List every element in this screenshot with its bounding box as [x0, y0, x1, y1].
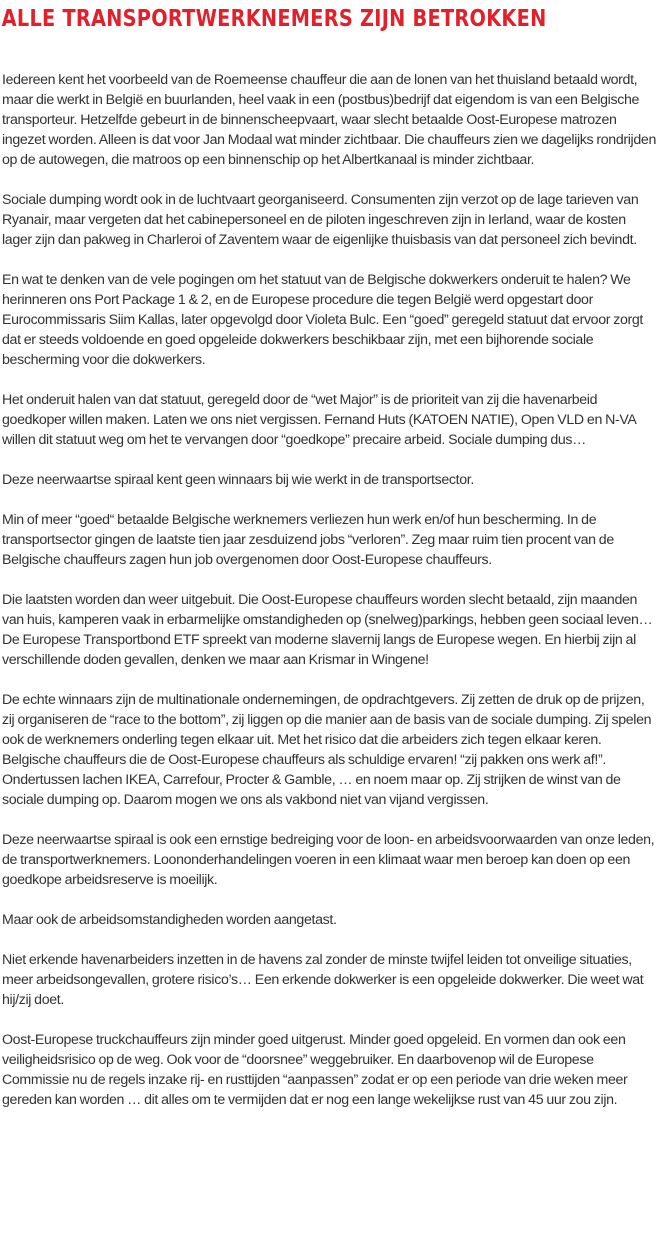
paragraph-8: De echte winnaars zijn de multinationale ondernemingen, de opdrachtgevers. Zij zetten de druk op de prijzen, zij organiseren de “race to the bottom”, zij liggen op die manier aan de basis van de sociale dumping. Zij spelen ook de werknemers onderling tegen elkaar uit. Met het risico dat die arbeiders zich tegen elkaar keren. Belgische chauffeurs die de Oost-Europese chauffeurs als schuldige ervaren! “zij pakken ons werk af!”. Ondertussen lachen IKEA, Carrefour, Procter & Gamble, … en noem maar op. Zij strijken de winst van de sociale dumping op. Daarom mogen we ons als vakbond niet van vijand vergissen. — [2, 692, 652, 808]
article-body — [2, 70, 657, 1130]
paragraph-10: Maar ook de arbeidsomstandigheden worden aangetast. — [2, 912, 337, 928]
paragraph-5: Deze neerwaartse spiraal kent geen winnaars bij wie werkt in de transportsector. — [2, 472, 474, 488]
paragraph-3: En wat te denken van de vele pogingen om het statuut van de Belgische dokwerkers onderuit te halen? We herinneren ons Port Package 1 & 2, en de Europese procedure die tegen België werd opgestart door Eurocommissaris Siim Kallas, later opgevolgd door Violeta Bulc. Een “goed” geregeld statuut dat ervoor zorgt dat er steeds voldoende en goed opgeleide dokwerkers beschikbaar zijn, met een bijhorende sociale bescherming voor die dokwerkers. — [2, 272, 644, 368]
paragraph-6: Min of meer “goed“ betaalde Belgische werknemers verliezen hun werk en/of hun bescherming. In de transportsector gingen de laatste tien jaar zesduizend jobs “verloren”. Zeg maar ruim tien procent van de Belgische chauffeurs zagen hun job overgenomen door Oost-Europese chauffeurs. — [2, 512, 614, 568]
article-title: ALLE TRANSPORTWERKNEMERS ZIJN BETROKKEN — [1, 6, 547, 32]
paragraph-11: Niet erkende havenarbeiders inzetten in de havens zal zonder de minste twijfel leiden tot onveilige situaties, meer arbeidsongevallen, grotere risico’s… Een erkende dokwerker is een opgeleide dokwerker. Die weet wat hij/zij doet. — [2, 952, 644, 1008]
paragraph-1: Iedereen kent het voorbeeld van de Roemeense chauffeur die aan de lonen van het thuisland betaald wordt, maar die werkt in België en buurlanden, heel vaak in een (postbus)bedrijf dat eigendom is van een Belgische transporteur. Hetzelfde gebeurt in de binnenscheepvaart, waar slecht betaalde Oost-Europese matrozen ingezet worden. Alleen is dat voor Jan Modaal wat minder zichtbaar. Die chauffeurs zien we dagelijks rondrijden op de autowegen, die matroos op een binnenschip op het Albertkanaal is minder zichtbaar. — [2, 72, 656, 168]
paragraph-2: Sociale dumping wordt ook in de luchtvaart georganiseerd. Consumenten zijn verzot op de lage tarieven van Ryanair, maar vergeten dat het cabinepersoneel en de piloten ingeschreven zijn in Ierland, waar de kosten lager zijn dan pakweg in Charleroi of Zaventem waar de eigenlijke thuisbasis van dat personeel zich bevindt. — [2, 192, 639, 248]
paragraph-7: Die laatsten worden dan weer uitgebuit. Die Oost-Europese chauffeurs worden slecht betaald, zijn maanden van huis, kamperen vaak in erbarmelijke omstandigheden op (snelweg)parkings, hebben geen sociaal leven… De Europese Transportbond ETF spreekt van moderne slavernij langs de Europese wegen. En hierbij zijn al verschillende doden gevallen, denken we maar aan Krismar in Wingene! — [2, 592, 653, 668]
paragraph-9: Deze neerwaartse spiraal is ook een ernstige bedreiging voor de loon- en arbeidsvoorwaarden van onze leden, de transportwerknemers. Loononderhandelingen voeren in een klimaat waar men beroep kan doen op een goedkope arbeidsreserve is moeilijk. — [2, 832, 655, 888]
paragraph-4: Het onderuit halen van dat statuut, geregeld door de “wet Major” is de prioriteit van zij die havenarbeid goedkoper willen maken. Laten we ons niet vergissen. Fernand Huts (KATOEN NATIE), Open VLD en N-VA willen dit statuut weg om het te vervangen door “goedkope” precaire arbeid. Sociale dumping dus… — [2, 392, 636, 448]
paragraph-12: Oost-Europese truckchauffeurs zijn minder goed uitgerust. Minder goed opgeleid. En vormen dan ook een veiligheidsrisico op de weg. Ook voor de “doorsnee” weggebruiker. En daarbovenop wil de Europese Commissie nu de regels inzake rij- en rusttijden “aanpassen” zodat er op een periode van drie weken meer gereden kan worden … dit alles om te vermijden dat er nog een lange wekelijkse rust van 45 uur zou zijn. — [2, 1032, 628, 1108]
